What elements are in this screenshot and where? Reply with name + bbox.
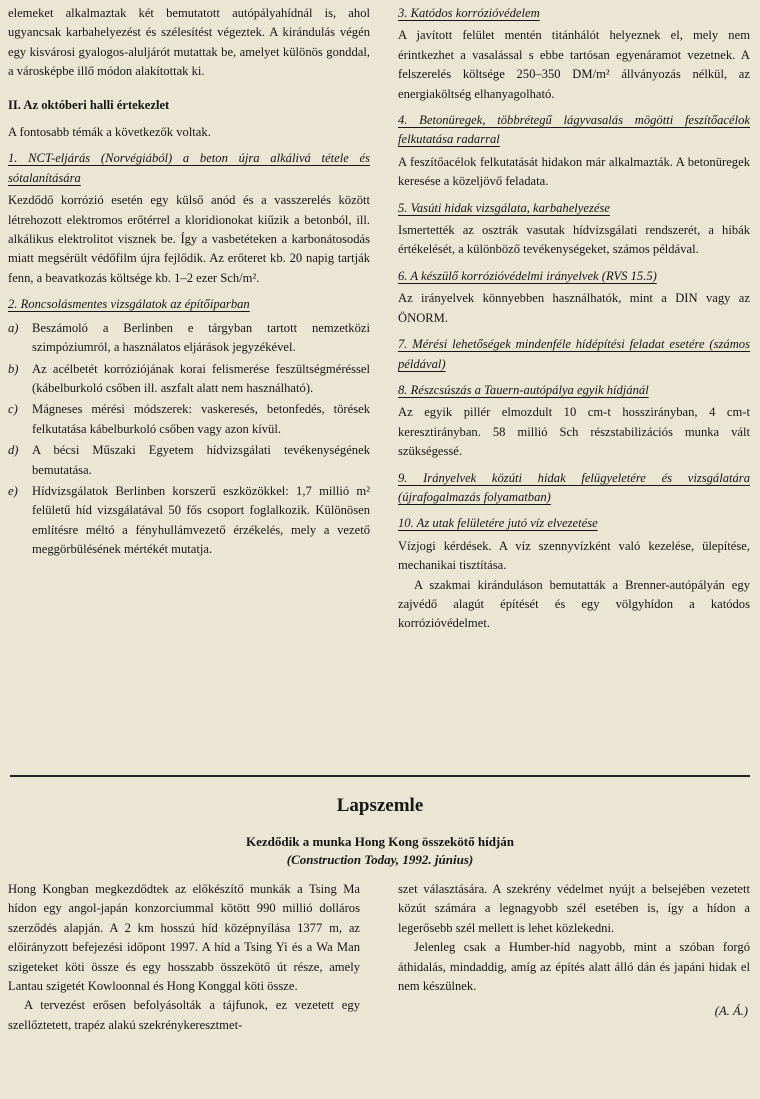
author-signature: (A. Á.): [714, 1004, 748, 1019]
item-5-body: Ismertették az osztrák vasutak hídvizsgálati rendszerét, a hibák értékelését, a különböző tevékenységeket, számos példával.: [398, 223, 750, 257]
list-item: [8, 441, 370, 480]
left-column: [8, 4, 370, 562]
list-item-text: Hídvizsgálatok Berlinben korszerű eszközökkel: 1,7 millió m² felületű híd vizsgálatával 50 fős csoport foglalkozik. Különösen említésre méltó a fényhullámvezető érzékelés, mely a vezető meggörbülésének mértékét mutatja.: [32, 483, 370, 557]
section-divider: [10, 775, 750, 777]
item-5-heading: 5. Vasúti hidak vizsgálata, karbahelyezése: [398, 200, 610, 215]
section-title: II. Az októberi halli értekezlet: [8, 97, 170, 112]
right-column: [398, 4, 750, 634]
item-2-list: [8, 319, 370, 560]
item-10-heading: 10. Az utak felületére jutó víz elvezetése: [398, 516, 598, 531]
item-6-heading: 6. A készülő korrózióvédelmi irányelvek (RVS 15.5): [398, 268, 657, 283]
list-item-label: e): [8, 483, 18, 498]
review-right-column: [398, 880, 750, 1022]
list-item-text: Mágneses mérési módszerek: vaskeresés, betonfedés, törések felkutatása kábelburkoló csőben vagy azon kívül.: [32, 402, 370, 436]
list-item: [8, 482, 370, 560]
list-item-label: d): [8, 443, 19, 458]
item-8-heading: 8. Részcsúszás a Tauern-autópálya egyik hídjánál: [398, 382, 649, 397]
item-1-body: Kezdődő korrózió esetén egy külső anód és a vasszerelés között létrehozott elektromos erőtérrel a kloridionokat kiűzik a betonból, ill. alkálikus elektrolitot visznek be. Így a vasbetéteken a karbonátosodás miatt megsérült védőfilm újra fejlődik. Az erőteret kb. 20 napig tartják fenn, a beavatkozás költsége kb. 1–2 ezer Sch/m².: [8, 193, 370, 285]
list-item-label: a): [8, 320, 19, 335]
list-item-label: b): [8, 361, 19, 376]
item-1-heading: 1. NCT-eljárás (Norvégiából) a beton újra alkálivá tétele és sótalanítására: [8, 151, 370, 185]
review-paragraph: Jelenleg csak a Humber-híd nagyobb, mint a szóban forgó áthidalás, mindaddig, amíg az építés alatt álló dán és japáni hidak el nem készülnek.: [398, 940, 750, 994]
item-3-body: A javított felület mentén titánhálót helyeznek el, mely nem érintkezhet a vasalással s ebbe tartósan egyenáramot vezetnek. A felszerelés költsége 250–350 DM/m² állványozás nélkül, az energiaköltség elhanyagolható.: [398, 28, 750, 101]
item-7-heading: 7. Mérési lehetőségek mindenféle hídépítési feladat esetére (számos példával): [398, 337, 750, 371]
item-4-heading: 4. Betonüregek, többrétegű lágyvasalás mögötti feszítőacélok felkutatása radarral: [398, 113, 750, 147]
review-left-column: [8, 880, 360, 1035]
list-item-text: Beszámoló a Berlinben e tárgyban tartott nemzetközi szimpóziumról, a használatos eljárások jegyzékével.: [32, 320, 370, 355]
review-paragraph: Hong Kongban megkezdődtek az előkészítő munkák a Tsing Ma hídon egy angol-japán konzorciummal kötött 990 millió dolláros szerződés alapján. A 2 km hosszú híd középnyílása 1377 m, az előirányzott befejezési időpont 1997. A híd a Tsing Yi és a Wa Man szigeteket köti össze és egy hosszabb összekötő út része, amely Lantau szigetét Kowloonnal és Hong Konggal köti össze.: [8, 882, 360, 994]
closing-paragraph: A szakmai kiránduláson bemutatták a Brenner-autópályán egy zajvédő alagút építését és egy völgyhídon a katódos korrózióvédelmet.: [398, 577, 750, 631]
list-item-label: c): [8, 402, 18, 417]
list-item: [8, 360, 370, 399]
intro-paragraph: elemeket alkalmaztak két bemutatott autópályahídnál is, ahol ugyancsak karbahelyezést és szélesítést végeztek. A kirándulás végén egy kisvárosi gyalogos-aluljárót mutattak be, amelyet különös gonddal, a városképbe illő módon alakítottak ki.: [8, 6, 370, 79]
list-item-text: A bécsi Műszaki Egyetem hídvizsgálati tevékenységének bemutatása.: [32, 443, 370, 477]
item-10-body: Vízjogi kérdések. A víz szennyvízként való kezelése, ülepítése, mechanikai tisztítása.: [398, 538, 750, 573]
review-paragraph: szet választására. A szekrény védelmet nyújt a belsejében vezetett közút számára a legnagyobb szél esetében is, így a hídon a legerősebb szél mellett is lehet közlekedni.: [398, 882, 750, 935]
item-9-heading: 9. Irányelvek közúti hidak felügyeletére és vizsgálatára (újrafogalmazás folyamatban): [398, 470, 750, 504]
list-item-text: Az acélbetét korróziójának korai felismerése feszültségméréssel (kábelburkoló csőben ill. aszfalt alatt nem használható).: [32, 361, 370, 395]
item-3-heading: 3. Katódos korrózióvédelem: [398, 6, 540, 20]
article-source: (Construction Today, 1992. június): [286, 852, 474, 867]
list-item: [8, 319, 370, 358]
review-paragraph: A tervezést erősen befolyásolták a tájfunok, ez vezetett egy szellőztetett, trapéz alakú szekrénykeresztmet-: [8, 998, 360, 1032]
item-6-body: Az irányelvek könnyebben használhatók, mint a DIN vagy az ÖNORM.: [398, 291, 750, 325]
item-2-heading: 2. Roncsolásmentes vizsgálatok az építőiparban: [8, 297, 250, 312]
review-heading: Lapszemle: [336, 795, 424, 816]
section-lead: A fontosabb témák a következők voltak.: [8, 125, 211, 140]
list-item: [8, 400, 370, 439]
item-4-body: A feszítőacélok felkutatását hidakon már alkalmazták. A betonüregek keresése a közeljövő feladata.: [398, 154, 750, 189]
article-title: Kezdődik a munka Hong Kong összekötő hídján: [245, 834, 514, 849]
item-8-body: Az egyik pillér elmozdult 10 cm-t hosszirányban, 4 cm-t keresztirányban. 58 millió Sch részstabilizációs munka vált szükségessé.: [398, 405, 750, 459]
